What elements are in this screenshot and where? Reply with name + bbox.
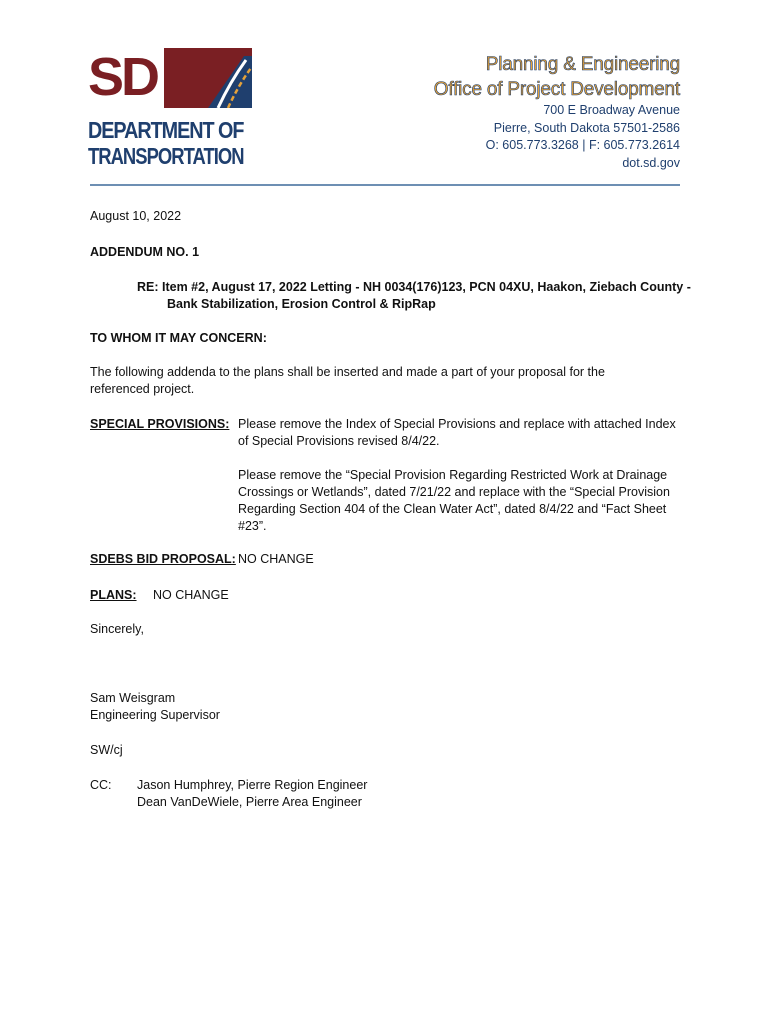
state-road-icon xyxy=(160,48,252,108)
closing: Sincerely, xyxy=(90,622,144,636)
office-phone: O: 605.773.3268 | F: 605.773.2614 xyxy=(485,138,680,152)
special-provisions-para2-line1: Please remove the “Special Provision Regarding Restricted Work at Drainage xyxy=(238,468,668,482)
signer-title: Engineering Supervisor xyxy=(90,708,220,722)
sdebs-label: SDEBS BID PROPOSAL: xyxy=(90,552,236,566)
cc-label: CC: xyxy=(90,778,112,792)
re-line-1: RE: Item #2, August 17, 2022 Letting - NH 0034(176)123, PCN 04XU, Haakon, Ziebach County - xyxy=(137,280,691,294)
sdebs-value: NO CHANGE xyxy=(238,552,314,566)
header-divider xyxy=(90,184,680,186)
plans-label: PLANS: xyxy=(90,588,137,602)
letter-date: August 10, 2022 xyxy=(90,209,182,223)
intro-line-2: referenced project. xyxy=(90,382,195,396)
special-provisions-para1-line1: Please remove the Index of Special Provisions and replace with attached Index xyxy=(238,417,676,431)
office-address: 700 E Broadway Avenue xyxy=(543,103,680,117)
cc-recipient: Jason Humphrey, Pierre Region Engineer xyxy=(137,778,368,792)
initials: SW/cj xyxy=(90,743,123,757)
office-title: Planning & Engineering xyxy=(485,54,680,75)
logo-transportation-text: TRANSPORTATION xyxy=(88,143,244,169)
re-line-2: Bank Stabilization, Erosion Control & RipRap xyxy=(167,297,436,311)
office-subtitle: Office of Project Development xyxy=(433,79,680,100)
office-city: Pierre, South Dakota 57501-2586 xyxy=(493,120,680,135)
signer-name: Sam Weisgram xyxy=(90,691,176,705)
special-provisions-para1-line2: of Special Provisions revised 8/4/22. xyxy=(238,434,440,448)
special-provisions-para2-line2: Crossings or Wetlands”, dated 7/21/22 and replace with the “Special Provision xyxy=(238,485,670,499)
addendum-heading: ADDENDUM NO. 1 xyxy=(90,245,200,259)
office-website[interactable]: dot.sd.gov xyxy=(622,155,680,170)
sddot-logo xyxy=(88,48,252,170)
salutation: TO WHOM IT MAY CONCERN: xyxy=(90,331,267,345)
plans-value: NO CHANGE xyxy=(153,588,229,602)
special-provisions-label: SPECIAL PROVISIONS: xyxy=(90,417,230,431)
special-provisions-para2-line4: #23”. xyxy=(238,519,267,533)
logo-top-row xyxy=(88,48,252,108)
logo-department-text: DEPARTMENT OF xyxy=(88,117,244,143)
office-header xyxy=(434,52,680,172)
special-provisions-para2-line3: Regarding Section 404 of the Clean Water Act”, dated 8/4/22 and “Fact Sheet xyxy=(238,502,667,516)
intro-line-1: The following addenda to the plans shall be inserted and made a part of your proposal for the xyxy=(90,365,605,379)
logo-sd-text: SD xyxy=(88,47,158,107)
cc-recipient: Dean VanDeWiele, Pierre Area Engineer xyxy=(137,795,362,809)
